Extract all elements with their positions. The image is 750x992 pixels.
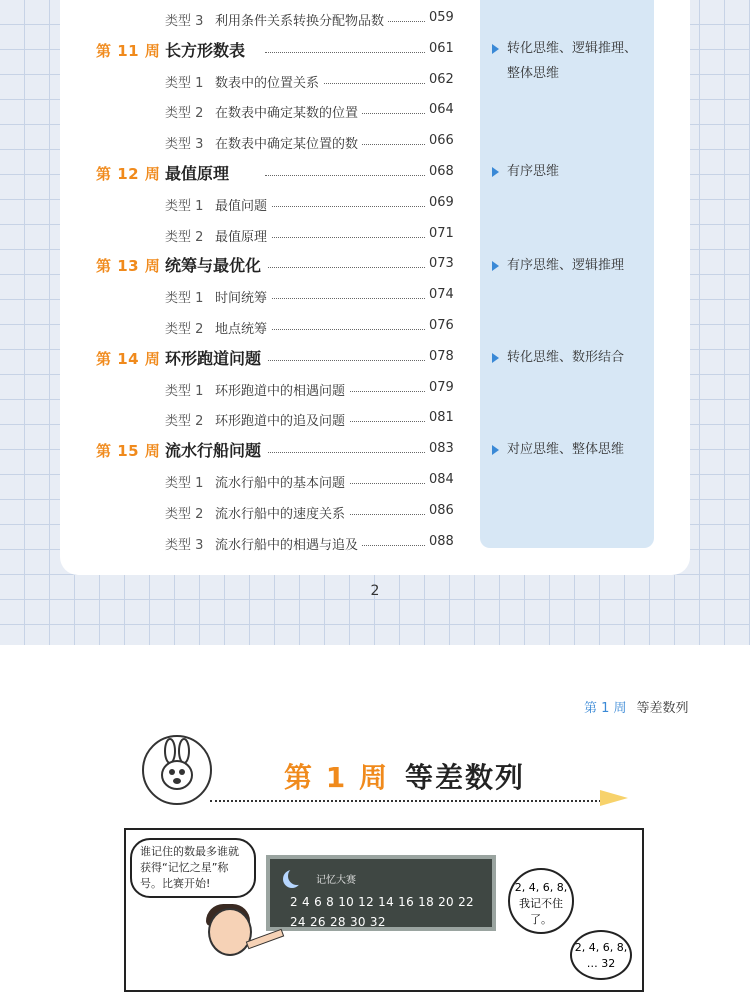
toc-type-row xyxy=(0,377,750,401)
toc-page-number: 068 xyxy=(426,164,454,179)
thinking-note-text: 有序思维 xyxy=(507,164,560,179)
toc-leader-dots xyxy=(265,175,425,176)
thinking-note-text: 整体思维 xyxy=(507,66,560,81)
thinking-note xyxy=(492,253,652,278)
toc-type-title: 流水行船中的基本问题 xyxy=(215,472,349,491)
toc-page-number: 069 xyxy=(426,195,454,210)
thinking-note xyxy=(492,36,652,86)
board-numbers-line2: 24 26 28 30 32 xyxy=(290,915,386,929)
toc-page-number: 059 xyxy=(426,10,454,25)
toc-type-label: 类型 3 xyxy=(165,537,204,553)
toc-leader-dots xyxy=(265,360,425,361)
triangle-bullet-icon xyxy=(492,167,499,177)
triangle-bullet-icon xyxy=(492,445,499,455)
thinking-note-line xyxy=(492,159,652,184)
toc-type-label: 类型 1 xyxy=(165,383,204,399)
toc-type-title: 数表中的位置关系 xyxy=(215,72,323,91)
toc-page-number: 073 xyxy=(426,256,454,271)
chapter-week: 第 1 周 xyxy=(284,761,389,794)
thinking-note-line xyxy=(492,437,652,462)
toc-type-title: 利用条件关系转换分配物品数 xyxy=(215,10,388,29)
toc-type-row xyxy=(0,469,750,493)
triangle-bullet-icon xyxy=(492,353,499,363)
toc-page-number: 064 xyxy=(426,102,454,117)
triangle-bullet-icon xyxy=(492,44,499,54)
toc-page-number: 071 xyxy=(426,226,454,241)
toc-type-title: 在数表中确定某位置的数 xyxy=(215,133,362,152)
page-number: 2 xyxy=(370,583,380,599)
toc-type-row xyxy=(0,315,750,339)
toc-type-label: 类型 2 xyxy=(165,414,204,430)
toc-page-number: 084 xyxy=(426,472,454,487)
thinking-note-text: 转化思维、数形结合 xyxy=(507,350,625,365)
toc-type-label: 类型 1 xyxy=(165,198,204,214)
toc-page-number: 081 xyxy=(426,410,454,425)
toc-type-title: 环形跑道中的相遇问题 xyxy=(215,380,349,399)
toc-type-row xyxy=(0,223,750,247)
toc-page-number: 083 xyxy=(426,441,454,456)
toc-type-row xyxy=(0,7,750,31)
chapter-title xyxy=(284,756,525,796)
toc-type-title: 最值原理 xyxy=(215,226,271,245)
toc-type-title: 环形跑道中的追及问题 xyxy=(215,410,349,429)
bunny-mascot-icon xyxy=(142,735,212,805)
thinking-note-line xyxy=(492,61,652,86)
toc-week-label: 第 11 周 xyxy=(96,41,161,60)
toc-type-label: 类型 2 xyxy=(165,229,204,245)
moon-icon xyxy=(288,867,306,885)
toc-type-title: 最值问题 xyxy=(215,195,271,214)
toc-type-label: 类型 1 xyxy=(165,476,204,491)
toc-week-title: 长方形数表 xyxy=(165,38,251,61)
board-title: 记忆大赛 xyxy=(316,875,356,886)
toc-page-number: 061 xyxy=(426,41,454,56)
thinking-note-text: 转化思维、逻辑推理、 xyxy=(507,41,638,56)
toc-type-title: 流水行船中的相遇与追及 xyxy=(215,534,362,553)
toc-page-number: 086 xyxy=(426,503,454,518)
chapter-name: 等差数列 xyxy=(404,761,525,794)
toc-leader-dots xyxy=(265,52,425,53)
thinking-note-line xyxy=(492,253,652,278)
toc-leader-dots xyxy=(265,452,425,453)
student-bubble-2: 2, 4, 6, 8, … 32 xyxy=(570,930,632,980)
running-header xyxy=(584,697,689,716)
toc-type-row xyxy=(0,531,750,555)
thinking-note-text: 有序思维、逻辑推理 xyxy=(507,258,625,273)
toc-type-title: 地点统筹 xyxy=(215,318,271,337)
toc-page-number: 078 xyxy=(426,349,454,364)
teacher-icon xyxy=(208,908,252,956)
triangle-bullet-icon xyxy=(492,261,499,271)
toc-week-label: 第 14 周 xyxy=(96,349,161,368)
toc-type-title: 在数表中确定某数的位置 xyxy=(215,102,362,121)
toc-type-row xyxy=(0,500,750,524)
toc-type-label: 类型 1 xyxy=(165,75,204,91)
paper-plane-icon xyxy=(600,790,628,806)
toc-week-label: 第 15 周 xyxy=(96,442,161,461)
toc-type-label: 类型 2 xyxy=(165,322,204,337)
toc-type-label: 类型 1 xyxy=(165,291,204,307)
toc-type-label: 类型 2 xyxy=(165,506,204,522)
teacher-speech-bubble: 谁记住的数最多谁就获得“记忆之星”称号。比赛开始! xyxy=(130,838,256,898)
toc-type-title: 时间统筹 xyxy=(215,287,271,306)
toc-page-number: 074 xyxy=(426,287,454,302)
toc-type-row xyxy=(0,130,750,154)
toc-page-number: 066 xyxy=(426,133,454,148)
header-title: 等差数列 xyxy=(636,701,689,716)
thinking-note xyxy=(492,437,652,462)
thinking-note-line xyxy=(492,345,652,370)
toc-page-number: 079 xyxy=(426,380,454,395)
board-numbers-line1: 2 4 6 8 10 12 14 16 18 20 22 xyxy=(290,895,474,909)
toc-type-row xyxy=(0,192,750,216)
thinking-note xyxy=(492,345,652,370)
toc-type-row xyxy=(0,407,750,431)
toc-type-label: 类型 2 xyxy=(165,106,204,122)
toc-week-label: 第 12 周 xyxy=(96,165,161,183)
toc-leader-dots xyxy=(265,267,425,268)
toc-week-title: 流水行船问题 xyxy=(165,438,267,461)
toc-week-title: 统筹与最优化 xyxy=(165,253,267,276)
toc-type-row xyxy=(0,284,750,308)
thinking-note-text: 对应思维、整体思维 xyxy=(507,442,625,457)
header-week: 第 1 周 xyxy=(584,701,627,716)
toc-type-title: 流水行船中的速度关系 xyxy=(215,503,349,522)
toc-week-title: 最值原理 xyxy=(165,161,235,184)
title-divider xyxy=(210,800,605,802)
thinking-note-line xyxy=(492,36,652,61)
toc-type-row xyxy=(0,99,750,123)
blackboard xyxy=(266,855,496,931)
thinking-note xyxy=(492,159,652,184)
toc-page-number: 076 xyxy=(426,318,454,333)
toc-type-label: 类型 3 xyxy=(165,14,204,29)
toc-page-number: 062 xyxy=(426,72,454,87)
toc-week-title: 环形跑道问题 xyxy=(165,346,267,369)
student-bubble-1: 2, 4, 6, 8, 我记不住了。 xyxy=(508,868,574,934)
toc-type-label: 类型 3 xyxy=(165,137,204,153)
toc-page-number: 088 xyxy=(426,534,454,549)
toc-week-label: 第 13 周 xyxy=(96,257,161,276)
